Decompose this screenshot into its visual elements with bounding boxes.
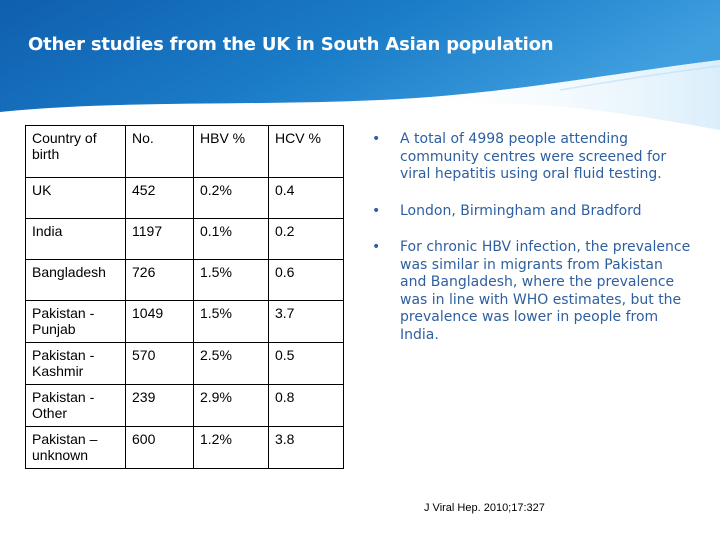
bullet-text: For chronic HBV infection, the prevalence was similar in migrants from Pakistan and Bangladesh, where the prevalence was in line with WHO estimates, but the prevalence was lower in people from India.: [400, 239, 691, 343]
table-row: [26, 301, 344, 343]
bullet-dot-icon: •: [372, 131, 381, 147]
cell-number: 570: [126, 343, 194, 385]
bullet-item: [372, 131, 692, 184]
cell-hbv: 1.5%: [194, 301, 269, 343]
cell-hcv: 0.2: [269, 219, 344, 260]
cell-country: Pakistan - Other: [26, 385, 126, 427]
bullet-text: A total of 4998 people attending community centres were screened for viral hepatitis using oral fluid testing.: [400, 131, 667, 182]
bullet-dot-icon: •: [372, 202, 381, 219]
cell-hbv: 0.1%: [194, 219, 269, 260]
table-row: [26, 343, 344, 385]
cell-country: India: [26, 219, 126, 260]
cell-country: UK: [26, 178, 126, 219]
cell-country: Pakistan – unknown: [26, 427, 126, 469]
table-row: [26, 427, 344, 469]
cell-hbv: 1.2%: [194, 427, 269, 469]
cell-number: 1197: [126, 219, 194, 260]
table-row: [26, 260, 344, 301]
col-header-country: Country of birth: [26, 126, 126, 178]
cell-number: 600: [126, 427, 194, 469]
cell-hcv: 0.4: [269, 178, 344, 219]
cell-country: Pakistan - Punjab: [26, 301, 126, 343]
bullet-list: [372, 131, 692, 363]
cell-country: Bangladesh: [26, 260, 126, 301]
bullet-text: London, Birmingham and Bradford: [400, 202, 642, 219]
cell-hbv: 2.9%: [194, 385, 269, 427]
col-header-hcv: HCV %: [269, 126, 344, 178]
cell-hcv: 3.7: [269, 301, 344, 343]
table-row: [26, 385, 344, 427]
table-row: [26, 219, 344, 260]
cell-hcv: 3.8: [269, 427, 344, 469]
table-header-row: [26, 126, 344, 178]
col-header-hbv: HBV %: [194, 126, 269, 178]
cell-hbv: 2.5%: [194, 343, 269, 385]
cell-hcv: 0.6: [269, 260, 344, 301]
cell-number: 1049: [126, 301, 194, 343]
header-banner: [0, 0, 720, 130]
col-header-number: No.: [126, 126, 194, 178]
bullet-item: [372, 203, 692, 221]
prevalence-table: [25, 125, 344, 469]
cell-hcv: 0.5: [269, 343, 344, 385]
cell-hbv: 1.5%: [194, 260, 269, 301]
cell-number: 239: [126, 385, 194, 427]
slide-title: Other studies from the UK in South Asian population: [28, 34, 554, 55]
bullet-item: [372, 239, 692, 344]
cell-hbv: 0.2%: [194, 178, 269, 219]
cell-number: 726: [126, 260, 194, 301]
cell-number: 452: [126, 178, 194, 219]
table-row: [26, 178, 344, 219]
cell-hcv: 0.8: [269, 385, 344, 427]
cell-country: Pakistan - Kashmir: [26, 343, 126, 385]
bullet-dot-icon: •: [372, 239, 381, 255]
citation: J Viral Hep. 2010;17:327: [424, 502, 545, 514]
